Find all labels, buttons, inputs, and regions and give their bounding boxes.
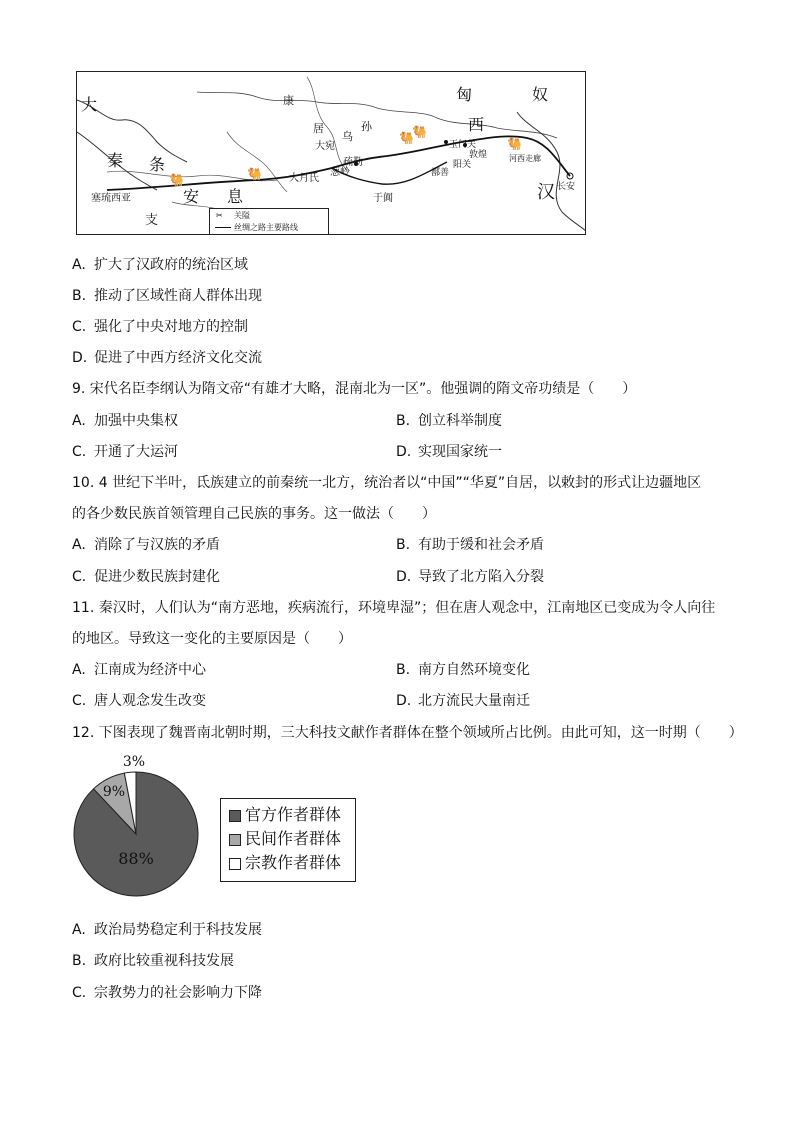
option-label: C. bbox=[72, 444, 87, 460]
option-text: 扩大了汉政府的统治区域 bbox=[94, 257, 248, 273]
legend-label-religious: 宗教作者群体 bbox=[245, 853, 342, 872]
svg-text:🐫: 🐫 bbox=[507, 137, 522, 151]
q12-option-c bbox=[72, 984, 262, 1002]
map-label-yutian: 于阗 bbox=[373, 193, 393, 204]
q8-option-b bbox=[72, 287, 262, 305]
q11-stem-line-2: 的地区。导致这一变化的主要原因是（ ） bbox=[72, 631, 352, 647]
pie-legend bbox=[220, 798, 356, 882]
option-text: 有助于缓和社会矛盾 bbox=[418, 537, 544, 553]
q8-option-c bbox=[72, 318, 248, 336]
option-text: 唐人观念发生改变 bbox=[94, 693, 206, 709]
option-label: A. bbox=[72, 537, 86, 553]
map-label-hexizoulang: 河西走廊 bbox=[509, 154, 541, 163]
map-label-dunhuang: 敦煌 bbox=[469, 150, 488, 160]
option-label: D. bbox=[396, 693, 412, 709]
map-label-shanshan: 鄯善 bbox=[431, 168, 450, 178]
option-label: B. bbox=[396, 537, 411, 553]
q10-option-b bbox=[396, 536, 544, 554]
map-label-qin: 秦 bbox=[107, 151, 124, 170]
silk-road-map bbox=[76, 71, 586, 235]
option-text: 南方自然环境变化 bbox=[418, 662, 530, 678]
legend-route-swatch bbox=[215, 227, 231, 228]
option-text: 强化了中央对地方的控制 bbox=[94, 319, 248, 335]
pie-svg bbox=[70, 752, 210, 902]
option-text: 政府比较重视科技发展 bbox=[94, 953, 234, 969]
map-label-xiongnu-1: 匈 bbox=[456, 85, 473, 104]
pie-chart bbox=[70, 752, 360, 902]
q8-option-d bbox=[72, 349, 262, 367]
pass-icon: ✂ bbox=[216, 211, 223, 220]
option-label: A. bbox=[72, 257, 86, 273]
option-label: D. bbox=[396, 569, 412, 585]
q9-option-c bbox=[72, 443, 178, 461]
map-label-da: 大 bbox=[81, 95, 98, 114]
pie-label-official: 88% bbox=[118, 849, 154, 868]
q8-option-a bbox=[72, 256, 248, 274]
option-label: C. bbox=[72, 569, 87, 585]
map-label-saikunxiya: 塞琉西亚 bbox=[91, 193, 131, 204]
q10-stem-line-1: 10. 4 世纪下半叶，氐族建立的前秦统一北方，统治者以“中国”“华夏”自居，以敕封的形式让边疆地区 bbox=[72, 475, 702, 491]
q9-option-b bbox=[396, 412, 502, 430]
option-text: 创立科举制度 bbox=[418, 413, 502, 429]
q10-option-d bbox=[396, 568, 544, 586]
map-legend bbox=[209, 208, 329, 235]
map-label-kang: 康 bbox=[283, 94, 294, 107]
legend-pass-label: 关隘 bbox=[234, 211, 250, 220]
svg-text:🐫: 🐫 bbox=[412, 125, 427, 139]
map-label-xiongnu-2: 奴 bbox=[532, 85, 549, 104]
svg-text:🐫: 🐫 bbox=[399, 131, 414, 145]
q11-option-b bbox=[396, 661, 530, 679]
option-label: B. bbox=[72, 953, 87, 969]
option-label: A. bbox=[72, 662, 86, 678]
map-label-zhi: 支 bbox=[145, 213, 159, 228]
q11-option-c bbox=[72, 692, 206, 710]
option-label: D. bbox=[396, 444, 412, 460]
option-label: C. bbox=[72, 319, 87, 335]
legend-item-religious bbox=[229, 853, 341, 873]
option-text: 加强中央集权 bbox=[94, 413, 178, 429]
legend-item-official bbox=[229, 805, 341, 825]
option-text: 促进了中西方经济文化交流 bbox=[94, 350, 262, 366]
map-label-changan: 长安 bbox=[557, 182, 576, 192]
option-text: 促进少数民族封建化 bbox=[94, 569, 220, 585]
legend-swatch-official bbox=[229, 810, 241, 822]
map-label-ju: 居 bbox=[313, 122, 324, 135]
q9-option-a bbox=[72, 412, 178, 430]
q10-option-a bbox=[72, 536, 220, 554]
q11-stem-line-1: 11. 秦汉时，人们认为“南方恶地，疾病流行，环境卑湿”；但在唐人观念中，江南地区已变成为令人向往 bbox=[72, 600, 716, 616]
map-label-an: 安 bbox=[183, 187, 200, 206]
option-label: D. bbox=[72, 350, 88, 366]
pie-label-religious: 3% bbox=[122, 754, 146, 770]
map-label-yangguan: 阳关 bbox=[453, 160, 472, 170]
option-label: C. bbox=[72, 693, 87, 709]
map-label-dayuezhi: 大月氏 bbox=[289, 173, 319, 184]
map-label-yumenguan: 玉门关 bbox=[449, 140, 477, 150]
map-label-han: 汉 bbox=[537, 182, 555, 203]
svg-text:🐫: 🐫 bbox=[247, 167, 262, 181]
option-label: C. bbox=[72, 985, 87, 1001]
map-label-xi: 西 bbox=[468, 115, 485, 134]
map-label-xi2: 息 bbox=[227, 187, 244, 206]
q10-option-c bbox=[72, 568, 220, 586]
legend-swatch-folk bbox=[229, 834, 241, 846]
option-label: B. bbox=[396, 413, 411, 429]
option-label: A. bbox=[72, 922, 86, 938]
q12-option-b bbox=[72, 952, 234, 970]
map-label-wu: 乌 bbox=[342, 130, 353, 143]
svg-text:🐫: 🐫 bbox=[169, 173, 184, 187]
q9-option-d bbox=[396, 443, 502, 461]
option-text: 江南成为经济中心 bbox=[94, 662, 206, 678]
map-label-tiao: 条 bbox=[149, 155, 166, 174]
option-label: B. bbox=[72, 288, 87, 304]
option-text: 政治局势稳定利于科技发展 bbox=[94, 922, 262, 938]
q12-option-a bbox=[72, 921, 262, 939]
map-label-congling: 葱岭 bbox=[330, 167, 350, 178]
option-text: 开通了大运河 bbox=[94, 444, 178, 460]
q12-stem: 12. 下图表现了魏晋南北朝时期，三大科技文献作者群体在整个领域所占比例。由此可知，这一时期（ ） bbox=[72, 725, 743, 741]
option-text: 北方流民大量南迁 bbox=[418, 693, 530, 709]
map-label-sun: 孙 bbox=[361, 120, 372, 133]
option-text: 宗教势力的社会影响力下降 bbox=[94, 985, 262, 1001]
legend-label-folk: 民间作者群体 bbox=[245, 829, 342, 848]
legend-route-label: 丝绸之路主要路线 bbox=[234, 223, 298, 232]
option-text: 推动了区域性商人群体出现 bbox=[94, 288, 262, 304]
legend-label-official: 官方作者群体 bbox=[245, 805, 342, 824]
option-text: 实现国家统一 bbox=[418, 444, 502, 460]
q10-stem-line-2: 的各少数民族首领管理自己民族的事务。这一做法（ ） bbox=[72, 506, 436, 522]
option-label: A. bbox=[72, 413, 86, 429]
option-label: B. bbox=[396, 662, 411, 678]
legend-swatch-religious bbox=[229, 858, 241, 870]
q9-stem: 9. 宋代名臣李纲认为隋文帝“有雄才大略，混南北为一区”。他强调的隋文帝功绩是（ ） bbox=[72, 381, 637, 397]
map-label-dawan: 大宛 bbox=[315, 141, 335, 152]
q11-option-d bbox=[396, 692, 530, 710]
option-text: 导致了北方陷入分裂 bbox=[418, 569, 544, 585]
legend-item-folk bbox=[229, 829, 341, 849]
pie-label-folk: 9% bbox=[102, 784, 126, 800]
option-text: 消除了与汉族的矛盾 bbox=[94, 537, 220, 553]
q11-option-a bbox=[72, 661, 206, 679]
map-label-shule: 疏勒 bbox=[343, 157, 363, 168]
